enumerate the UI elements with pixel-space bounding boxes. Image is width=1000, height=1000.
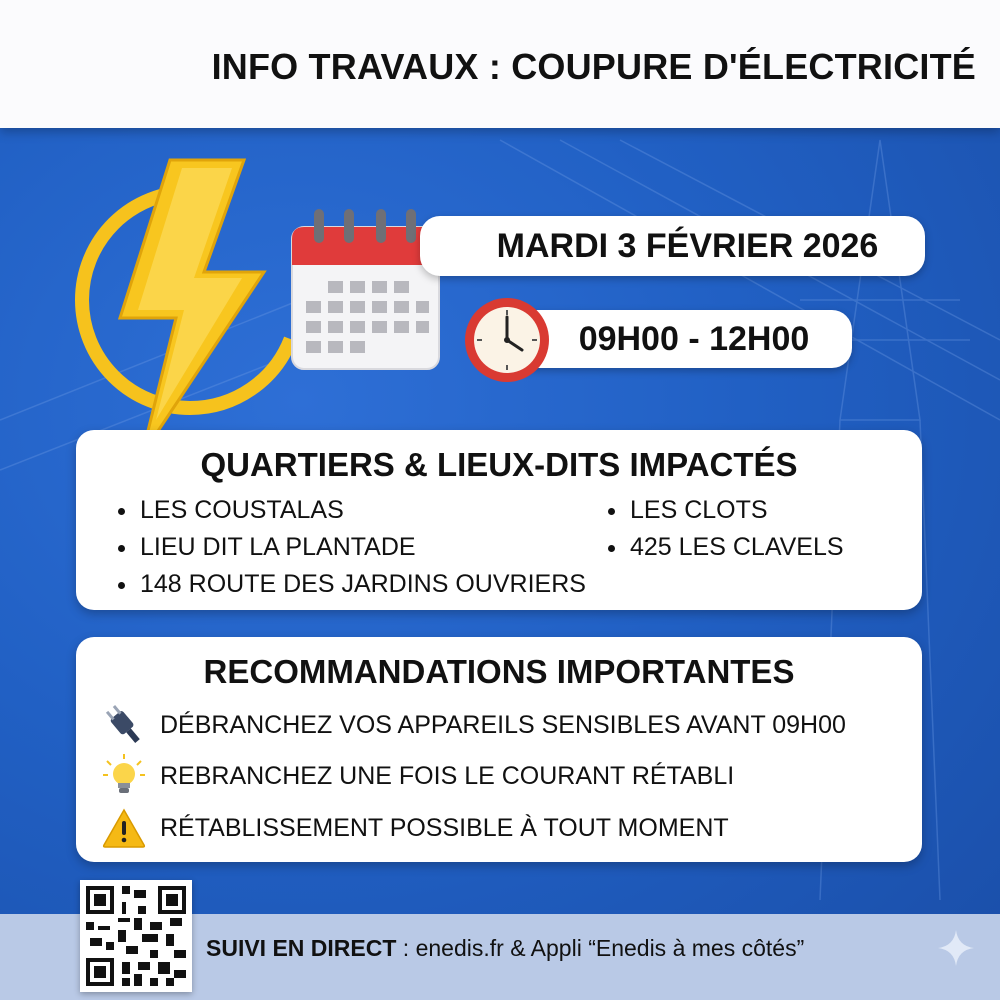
live-tracking-text xyxy=(206,935,804,962)
live-tracking-links[interactable]: : enedis.fr & Appli “Enedis à mes côtés” xyxy=(396,935,805,961)
list-item: 425 LES CLAVELS xyxy=(600,529,844,566)
list-item: LES COUSTALAS xyxy=(110,492,586,529)
live-tracking-label: SUIVI EN DIRECT xyxy=(206,935,397,961)
lightning-bolt-icon xyxy=(72,150,302,460)
recommendations-panel xyxy=(76,637,922,862)
light-bulb-icon xyxy=(98,752,150,800)
list-item: LES CLOTS xyxy=(600,492,844,529)
recommendation-item xyxy=(98,804,729,852)
page-title: INFO TRAVAUX : COUPURE D'ÉLECTRICITÉ xyxy=(211,46,976,87)
clock-icon xyxy=(462,295,552,385)
outage-date: MARDI 3 FÉVRIER 2026 xyxy=(496,226,879,265)
recommendation-text: REBRANCHEZ UNE FOIS LE COURANT RÉTABLI xyxy=(160,761,735,790)
recommendation-text: RÉTABLISSEMENT POSSIBLE À TOUT MOMENT xyxy=(160,813,729,842)
impacted-areas-list-left xyxy=(110,492,586,603)
recommendation-item xyxy=(98,701,846,749)
sparkle-icon xyxy=(936,928,976,968)
date-pill xyxy=(420,216,925,276)
list-item: LIEU DIT LA PLANTADE xyxy=(110,529,586,566)
impacted-areas-panel xyxy=(76,430,922,610)
impacted-areas-list-right xyxy=(600,492,844,566)
impacted-areas-title: QUARTIERS & LIEUX-DITS IMPACTÉS xyxy=(200,446,798,483)
recommendation-text: DÉBRANCHEZ VOS APPAREILS SENSIBLES AVANT 09H00 xyxy=(160,710,846,739)
outage-time: 09H00 - 12H00 xyxy=(578,319,810,358)
list-item: 148 ROUTE DES JARDINS OUVRIERS xyxy=(110,566,586,603)
recommendations-title: RECOMMANDATIONS IMPORTANTES xyxy=(203,653,795,690)
qr-code[interactable] xyxy=(80,880,192,992)
plug-icon xyxy=(98,701,150,749)
warning-icon xyxy=(98,804,150,852)
header-band xyxy=(0,0,1000,128)
recommendation-item xyxy=(98,752,734,800)
